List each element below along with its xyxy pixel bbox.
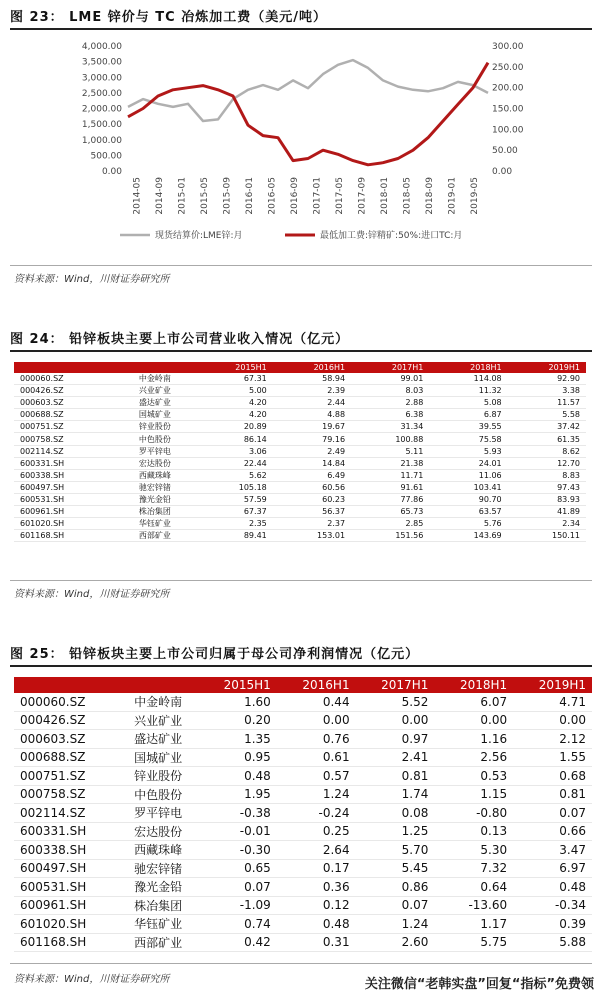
- cell-value: 5.62: [194, 469, 272, 481]
- table-row: [14, 730, 592, 749]
- table-row: [14, 822, 592, 841]
- cell-value: 0.53: [434, 767, 513, 786]
- cell-value: 0.20: [198, 711, 277, 730]
- x-tick: 2016-05: [267, 177, 278, 215]
- fig23-chart: [0, 36, 600, 246]
- legend-lme: 现货结算价:LME锌:月: [155, 231, 243, 241]
- cell-value: 58.94: [273, 373, 351, 385]
- stock-code: 000426.SZ: [14, 385, 115, 397]
- table-row: [14, 481, 586, 493]
- cell-value: 0.07: [356, 896, 435, 915]
- cell-value: 5.58: [508, 409, 586, 421]
- company-name: 豫光金铅: [115, 493, 194, 505]
- x-tick: 2017-01: [312, 177, 323, 215]
- x-tick: 2019-05: [469, 177, 480, 215]
- cell-value: 65.73: [351, 506, 429, 518]
- stock-code: 000060.SZ: [14, 693, 118, 711]
- cell-value: 24.01: [429, 457, 507, 469]
- cell-value: 0.00: [356, 711, 435, 730]
- table-row: [14, 748, 592, 767]
- company-name: 兴业矿业: [115, 385, 194, 397]
- cell-value: 0.36: [277, 878, 356, 897]
- company-name: 华钰矿业: [115, 518, 194, 530]
- cell-value: 103.41: [429, 481, 507, 493]
- divider: [10, 265, 592, 266]
- cell-value: 2.44: [273, 397, 351, 409]
- stock-code: 000758.SZ: [14, 433, 115, 445]
- stock-code: 000426.SZ: [14, 711, 118, 730]
- table-row: [14, 518, 586, 530]
- table-row: [14, 693, 592, 711]
- x-tick: 2015-05: [199, 177, 210, 215]
- legend-tc: 最低加工费:锌精矿:50%:进口TC:月: [320, 231, 463, 241]
- cell-value: 5.70: [356, 841, 435, 860]
- cell-value: 5.52: [356, 693, 435, 711]
- stock-code: 601020.SH: [14, 518, 115, 530]
- cell-value: 0.48: [277, 915, 356, 934]
- cell-value: 0.39: [513, 915, 592, 934]
- cell-value: 0.31: [277, 933, 356, 952]
- table-row: [14, 433, 586, 445]
- cell-value: 0.97: [356, 730, 435, 749]
- y-left-tick: 500.00: [90, 151, 122, 162]
- cell-value: 2.37: [273, 518, 351, 530]
- table-row: [14, 385, 586, 397]
- table-row: [14, 373, 586, 385]
- company-name: 中色股份: [115, 433, 194, 445]
- cell-value: 0.00: [434, 711, 513, 730]
- cell-value: 3.38: [508, 385, 586, 397]
- stock-code: 600338.SH: [14, 469, 115, 481]
- cell-value: 0.61: [277, 748, 356, 767]
- cell-value: 1.24: [277, 785, 356, 804]
- table-row: [14, 933, 592, 952]
- cell-value: 0.64: [434, 878, 513, 897]
- cell-value: 0.13: [434, 822, 513, 841]
- table-row: [14, 493, 586, 505]
- cell-value: 37.42: [508, 421, 586, 433]
- cell-value: 56.37: [273, 506, 351, 518]
- company-name: 中金岭南: [118, 693, 198, 711]
- company-name: 驰宏锌锗: [115, 481, 194, 493]
- company-name: 中金岭南: [115, 373, 194, 385]
- fig23-source: 资料来源：Wind，川财证券研究所: [14, 274, 170, 285]
- cell-value: -0.34: [513, 896, 592, 915]
- table-row: [14, 445, 586, 457]
- column-header: 2015H1: [198, 677, 277, 693]
- cell-value: 11.57: [508, 397, 586, 409]
- cell-value: 3.47: [513, 841, 592, 860]
- stock-code: 600338.SH: [14, 841, 118, 860]
- fig24-table: [14, 362, 586, 542]
- cell-value: 22.44: [194, 457, 272, 469]
- table-row: [14, 896, 592, 915]
- cell-value: 14.84: [273, 457, 351, 469]
- cell-value: 4.20: [194, 397, 272, 409]
- x-tick: 2019-01: [447, 177, 458, 215]
- cell-value: 0.65: [198, 859, 277, 878]
- cell-value: 0.74: [198, 915, 277, 934]
- y-left-tick: 2,000.00: [81, 104, 122, 115]
- cell-value: 67.31: [194, 373, 272, 385]
- cell-value: 143.69: [429, 530, 507, 542]
- company-name: 株冶集团: [115, 506, 194, 518]
- cell-value: 0.48: [513, 878, 592, 897]
- fig24-title: 图 24： 铅锌板块主要上市公司营业收入情况（亿元）: [10, 330, 592, 352]
- cell-value: 153.01: [273, 530, 351, 542]
- table-row: [14, 711, 592, 730]
- cell-value: 5.30: [434, 841, 513, 860]
- fig24-source: 资料来源：Wind，川财证券研究所: [14, 589, 170, 600]
- cell-value: 57.59: [194, 493, 272, 505]
- cell-value: 0.95: [198, 748, 277, 767]
- cell-value: 105.18: [194, 481, 272, 493]
- cell-value: 1.15: [434, 785, 513, 804]
- stock-code: 000688.SZ: [14, 409, 115, 421]
- cell-value: 1.17: [434, 915, 513, 934]
- y-right-tick: 200.00: [492, 83, 524, 94]
- cell-value: 6.07: [434, 693, 513, 711]
- cell-value: 61.35: [508, 433, 586, 445]
- company-name: 华钰矿业: [118, 915, 198, 934]
- y-left-tick: 2,500.00: [81, 88, 122, 99]
- stock-code: 000060.SZ: [14, 373, 115, 385]
- divider: [10, 963, 592, 964]
- cell-value: 151.56: [351, 530, 429, 542]
- cell-value: 60.23: [273, 493, 351, 505]
- cell-value: 39.55: [429, 421, 507, 433]
- cell-value: 7.32: [434, 859, 513, 878]
- table-row: [14, 785, 592, 804]
- company-name: 驰宏锌锗: [118, 859, 198, 878]
- cell-value: 90.70: [429, 493, 507, 505]
- cell-value: 6.87: [429, 409, 507, 421]
- cell-value: 0.86: [356, 878, 435, 897]
- cell-value: 67.37: [194, 506, 272, 518]
- cell-value: 89.41: [194, 530, 272, 542]
- cell-value: 0.76: [277, 730, 356, 749]
- stock-code: 600497.SH: [14, 859, 118, 878]
- cell-value: 2.88: [351, 397, 429, 409]
- x-tick: 2018-05: [402, 177, 413, 215]
- company-name: 盛达矿业: [118, 730, 198, 749]
- y-left-tick: 4,000.00: [81, 42, 122, 52]
- y-right-tick: 300.00: [492, 42, 524, 52]
- y-left-tick: 3,500.00: [81, 57, 122, 68]
- cell-value: 60.56: [273, 481, 351, 493]
- cell-value: 8.83: [508, 469, 586, 481]
- cell-value: 91.61: [351, 481, 429, 493]
- cell-value: 0.00: [277, 711, 356, 730]
- cell-value: 0.81: [513, 785, 592, 804]
- y-right-tick: 100.00: [492, 125, 524, 136]
- cell-value: 5.75: [434, 933, 513, 952]
- cell-value: 1.74: [356, 785, 435, 804]
- cell-value: 5.76: [429, 518, 507, 530]
- cell-value: 6.97: [513, 859, 592, 878]
- cell-value: 79.16: [273, 433, 351, 445]
- column-header: 2016H1: [277, 677, 356, 693]
- cell-value: 5.00: [194, 385, 272, 397]
- y-left-tick: 1,500.00: [81, 120, 122, 131]
- cell-value: 1.16: [434, 730, 513, 749]
- cell-value: 0.42: [198, 933, 277, 952]
- stock-code: 600497.SH: [14, 481, 115, 493]
- cell-value: -0.01: [198, 822, 277, 841]
- company-name: 西藏珠峰: [115, 469, 194, 481]
- column-header: 2017H1: [356, 677, 435, 693]
- table-row: [14, 469, 586, 481]
- table-row: [14, 397, 586, 409]
- company-name: 锌业股份: [118, 767, 198, 786]
- series-line-0: [128, 60, 488, 121]
- cell-value: 0.48: [198, 767, 277, 786]
- cell-value: 2.12: [513, 730, 592, 749]
- cell-value: 4.71: [513, 693, 592, 711]
- cell-value: 0.17: [277, 859, 356, 878]
- cell-value: 1.35: [198, 730, 277, 749]
- divider: [10, 580, 592, 581]
- cell-value: 86.14: [194, 433, 272, 445]
- cell-value: 1.95: [198, 785, 277, 804]
- table-row: [14, 421, 586, 433]
- table-row: [14, 804, 592, 823]
- cell-value: 0.07: [513, 804, 592, 823]
- cell-value: 3.06: [194, 445, 272, 457]
- cell-value: 6.49: [273, 469, 351, 481]
- column-header: [115, 362, 194, 373]
- x-tick: 2014-05: [132, 177, 143, 215]
- y-right-tick: 250.00: [492, 62, 524, 73]
- cell-value: 63.57: [429, 506, 507, 518]
- x-tick: 2015-01: [177, 177, 188, 215]
- x-tick: 2018-09: [424, 177, 435, 215]
- table-row: [14, 859, 592, 878]
- cell-value: 1.60: [198, 693, 277, 711]
- table-row: [14, 506, 586, 518]
- y-left-tick: 3,000.00: [81, 73, 122, 84]
- company-name: 豫光金铅: [118, 878, 198, 897]
- cell-value: 20.89: [194, 421, 272, 433]
- company-name: 国城矿业: [115, 409, 194, 421]
- cell-value: 77.86: [351, 493, 429, 505]
- cell-value: 8.62: [508, 445, 586, 457]
- cell-value: 2.35: [194, 518, 272, 530]
- x-tick: 2015-09: [222, 177, 233, 215]
- table-row: [14, 841, 592, 860]
- cell-value: 150.11: [508, 530, 586, 542]
- x-tick: 2018-01: [379, 177, 390, 215]
- fig23-title: 图 23： LME 锌价与 TC 冶炼加工费（美元/吨）: [10, 8, 592, 30]
- cell-value: 2.64: [277, 841, 356, 860]
- cell-value: 5.93: [429, 445, 507, 457]
- y-left-tick: 0.00: [101, 167, 122, 177]
- series-line-1: [128, 63, 488, 165]
- table-row: [14, 767, 592, 786]
- x-tick: 2017-09: [357, 177, 368, 215]
- cell-value: 100.88: [351, 433, 429, 445]
- cell-value: 5.88: [513, 933, 592, 952]
- y-left-tick: 1,000.00: [81, 135, 122, 146]
- cell-value: -1.09: [198, 896, 277, 915]
- cell-value: 19.67: [273, 421, 351, 433]
- cell-value: 2.60: [356, 933, 435, 952]
- company-name: 西部矿业: [118, 933, 198, 952]
- cell-value: 5.08: [429, 397, 507, 409]
- table-row: [14, 409, 586, 421]
- stock-code: 600961.SH: [14, 896, 118, 915]
- column-header: 2015H1: [194, 362, 272, 373]
- stock-code: 601168.SH: [14, 933, 118, 952]
- column-header: 2016H1: [273, 362, 351, 373]
- cell-value: 99.01: [351, 373, 429, 385]
- cell-value: 0.00: [513, 711, 592, 730]
- cell-value: 11.71: [351, 469, 429, 481]
- cell-value: 0.25: [277, 822, 356, 841]
- cell-value: 1.55: [513, 748, 592, 767]
- stock-code: 600331.SH: [14, 822, 118, 841]
- cell-value: 0.66: [513, 822, 592, 841]
- stock-code: 600961.SH: [14, 506, 115, 518]
- cell-value: 6.38: [351, 409, 429, 421]
- stock-code: 600331.SH: [14, 457, 115, 469]
- cell-value: 0.08: [356, 804, 435, 823]
- cell-value: 114.08: [429, 373, 507, 385]
- cell-value: 0.44: [277, 693, 356, 711]
- cell-value: 2.39: [273, 385, 351, 397]
- x-tick: 2017-05: [334, 177, 345, 215]
- company-name: 中色股份: [118, 785, 198, 804]
- column-header: 2019H1: [508, 362, 586, 373]
- column-header: 2018H1: [429, 362, 507, 373]
- fig25-source: 资料来源：Wind，川财证券研究所: [14, 974, 170, 985]
- cell-value: 92.90: [508, 373, 586, 385]
- table-row: [14, 530, 586, 542]
- stock-code: 002114.SZ: [14, 804, 118, 823]
- cell-value: 2.56: [434, 748, 513, 767]
- cell-value: -0.80: [434, 804, 513, 823]
- cell-value: 0.07: [198, 878, 277, 897]
- stock-code: 000688.SZ: [14, 748, 118, 767]
- stock-code: 601168.SH: [14, 530, 115, 542]
- column-header: 2018H1: [434, 677, 513, 693]
- cell-value: 2.85: [351, 518, 429, 530]
- column-header: 2017H1: [351, 362, 429, 373]
- x-tick: 2016-09: [289, 177, 300, 215]
- column-header: 2019H1: [513, 677, 592, 693]
- company-name: 盛达矿业: [115, 397, 194, 409]
- company-name: 西藏珠峰: [118, 841, 198, 860]
- company-name: 罗平锌电: [115, 445, 194, 457]
- y-right-tick: 50.00: [492, 146, 518, 157]
- cell-value: 2.34: [508, 518, 586, 530]
- stock-code: 600531.SH: [14, 878, 118, 897]
- x-tick: 2014-09: [154, 177, 165, 215]
- column-header: [118, 677, 198, 693]
- cell-value: 0.68: [513, 767, 592, 786]
- cell-value: 1.25: [356, 822, 435, 841]
- cell-value: 1.24: [356, 915, 435, 934]
- column-header: [14, 362, 115, 373]
- cell-value: 11.32: [429, 385, 507, 397]
- cell-value: -0.30: [198, 841, 277, 860]
- cell-value: 11.06: [429, 469, 507, 481]
- y-right-tick: 150.00: [492, 104, 524, 115]
- stock-code: 000758.SZ: [14, 785, 118, 804]
- x-tick: 2016-01: [244, 177, 255, 215]
- cell-value: 8.03: [351, 385, 429, 397]
- stock-code: 000751.SZ: [14, 421, 115, 433]
- cell-value: -0.38: [198, 804, 277, 823]
- company-name: 宏达股份: [115, 457, 194, 469]
- stock-code: 000603.SZ: [14, 730, 118, 749]
- stock-code: 601020.SH: [14, 915, 118, 934]
- stock-code: 000603.SZ: [14, 397, 115, 409]
- y-right-tick: 0.00: [492, 167, 513, 177]
- fig25-table: [14, 677, 592, 952]
- cell-value: 2.41: [356, 748, 435, 767]
- stock-code: 002114.SZ: [14, 445, 115, 457]
- cell-value: 83.93: [508, 493, 586, 505]
- cell-value: 12.70: [508, 457, 586, 469]
- cell-value: 0.81: [356, 767, 435, 786]
- company-name: 宏达股份: [118, 822, 198, 841]
- cell-value: 0.12: [277, 896, 356, 915]
- cell-value: 5.11: [351, 445, 429, 457]
- table-row: [14, 457, 586, 469]
- stock-code: 000751.SZ: [14, 767, 118, 786]
- cell-value: 75.58: [429, 433, 507, 445]
- company-name: 株冶集团: [118, 896, 198, 915]
- company-name: 锌业股份: [115, 421, 194, 433]
- cell-value: 4.20: [194, 409, 272, 421]
- company-name: 罗平锌电: [118, 804, 198, 823]
- column-header: [14, 677, 118, 693]
- table-row: [14, 878, 592, 897]
- cell-value: 4.88: [273, 409, 351, 421]
- fig25-title: 图 25： 铅锌板块主要上市公司归属于母公司净利润情况（亿元）: [10, 645, 592, 667]
- watermark-banner: 关注微信“老韩实盘”回复“指标”免费领: [264, 974, 598, 996]
- cell-value: 2.49: [273, 445, 351, 457]
- stock-code: 600531.SH: [14, 493, 115, 505]
- cell-value: 97.43: [508, 481, 586, 493]
- cell-value: 21.38: [351, 457, 429, 469]
- cell-value: 5.45: [356, 859, 435, 878]
- cell-value: -0.24: [277, 804, 356, 823]
- company-name: 西部矿业: [115, 530, 194, 542]
- table-row: [14, 915, 592, 934]
- cell-value: 41.89: [508, 506, 586, 518]
- cell-value: 31.34: [351, 421, 429, 433]
- cell-value: -13.60: [434, 896, 513, 915]
- company-name: 国城矿业: [118, 748, 198, 767]
- company-name: 兴业矿业: [118, 711, 198, 730]
- cell-value: 0.57: [277, 767, 356, 786]
